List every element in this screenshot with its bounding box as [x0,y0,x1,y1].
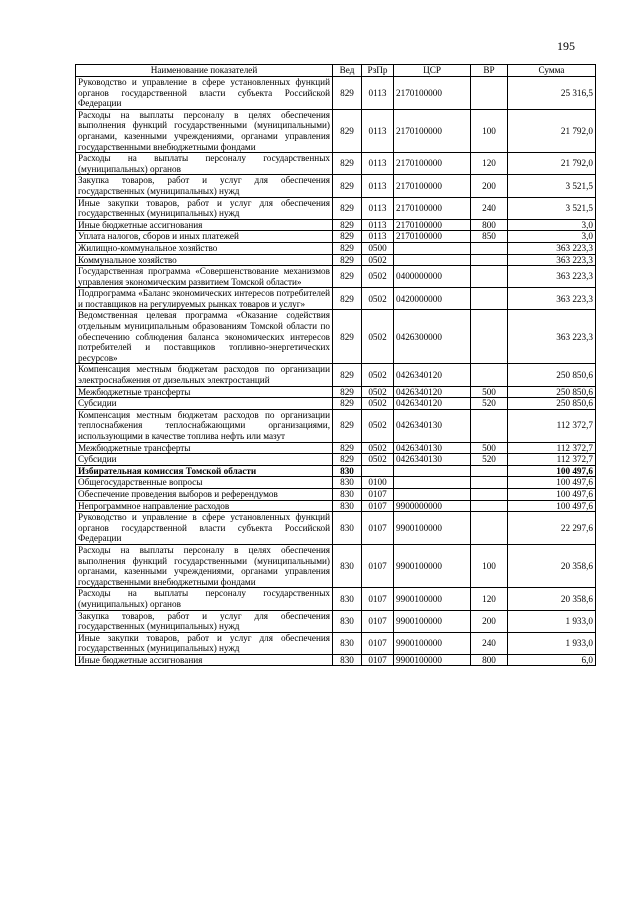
cell-rzpr: 0100 [362,477,394,489]
cell-csr: 2170100000 [394,109,471,152]
cell-csr [394,488,471,500]
header-rzpr: РзПр [362,65,394,77]
cell-ved: 830 [333,654,362,666]
cell-rzpr: 0113 [362,175,394,197]
cell-ved: 829 [333,254,362,266]
cell-sum: 363 223,3 [508,254,596,266]
cell-sum: 1 933,0 [508,610,596,632]
table-row [76,544,596,587]
table-row [76,500,596,512]
cell-rzpr [362,465,394,477]
cell-rzpr: 0107 [362,632,394,654]
cell-ved: 829 [333,77,362,110]
table-row [76,654,596,666]
cell-vr: 800 [471,219,508,231]
table-row [76,288,596,310]
cell-vr [471,364,508,386]
cell-csr: 2170100000 [394,153,471,175]
table-row [76,364,596,386]
table-row [76,477,596,489]
cell-rzpr: 0107 [362,544,394,587]
table-row [76,386,596,398]
table-row [76,266,596,288]
cell-ved: 830 [333,512,362,545]
cell-sum: 363 223,3 [508,266,596,288]
cell-name: Руководство и управление в сфере установленных функций органов государственной власти субъекта Российской Федерации [76,512,333,545]
cell-sum: 3 521,5 [508,175,596,197]
cell-name: Ведомственная целевая программа «Оказание содействия отдельным муниципальным образованиям Томской области по обеспечению соблюдения баланса экономических интересов потребителей и поставщиков топливно-энергетических ресурсов» [76,310,333,364]
cell-name: Руководство и управление в сфере установленных функций органов государственной власти субъекта Российской Федерации [76,77,333,110]
cell-vr: 520 [471,398,508,410]
cell-rzpr: 0502 [362,266,394,288]
cell-rzpr: 0113 [362,153,394,175]
header-vr: ВР [471,65,508,77]
table-row [76,310,596,364]
cell-vr [471,488,508,500]
cell-ved: 829 [333,442,362,454]
cell-sum: 3,0 [508,219,596,231]
table-row [76,588,596,610]
header-name: Наименование показателей [76,65,333,77]
cell-csr [394,242,471,254]
cell-name: Закупка товаров, работ и услуг для обеспечения государственных (муниципальных) нужд [76,610,333,632]
cell-sum: 100 497,6 [508,488,596,500]
cell-csr: 9900000000 [394,500,471,512]
header-sum: Сумма [508,65,596,77]
cell-ved: 829 [333,398,362,410]
table-row [76,153,596,175]
table-row [76,610,596,632]
cell-csr [394,477,471,489]
cell-name: Государственная программа «Совершенствование механизмов управления экономическим развитием Томской области» [76,266,333,288]
cell-sum: 100 497,6 [508,500,596,512]
table-row [76,254,596,266]
cell-ved: 829 [333,386,362,398]
cell-sum: 363 223,3 [508,242,596,254]
cell-name: Расходы на выплаты персоналу государственных (муниципальных) органов [76,588,333,610]
cell-csr: 9900100000 [394,512,471,545]
cell-sum: 112 372,7 [508,454,596,466]
cell-sum: 363 223,3 [508,310,596,364]
cell-vr [471,242,508,254]
cell-ved: 829 [333,219,362,231]
table-header-row [76,65,596,77]
cell-rzpr: 0107 [362,500,394,512]
cell-sum: 100 497,6 [508,477,596,489]
cell-sum: 112 372,7 [508,409,596,442]
cell-name: Субсидии [76,398,333,410]
table-row [76,77,596,110]
table-row [76,512,596,545]
cell-csr: 2170100000 [394,175,471,197]
cell-rzpr: 0113 [362,109,394,152]
cell-csr: 0420000000 [394,288,471,310]
cell-ved: 829 [333,153,362,175]
cell-rzpr: 0113 [362,219,394,231]
cell-sum: 3 521,5 [508,197,596,219]
cell-vr: 120 [471,588,508,610]
cell-name: Расходы на выплаты персоналу в целях обеспечения выполнения функций государственными (муниципальными) органами, казенными учреждениями, органами управления государственными внебюджетными фондами [76,109,333,152]
cell-name: Иные закупки товаров, работ и услуг для обеспечения государственных (муниципальных) нужд [76,197,333,219]
cell-rzpr: 0502 [362,364,394,386]
cell-ved: 829 [333,231,362,243]
cell-ved: 829 [333,310,362,364]
cell-csr: 2170100000 [394,219,471,231]
cell-vr [471,77,508,110]
cell-csr: 2170100000 [394,231,471,243]
cell-vr: 240 [471,197,508,219]
table-row [76,465,596,477]
cell-vr [471,465,508,477]
table-row [76,488,596,500]
cell-rzpr: 0502 [362,398,394,410]
cell-name: Межбюджетные трансферты [76,442,333,454]
cell-vr: 240 [471,632,508,654]
cell-rzpr: 0502 [362,454,394,466]
cell-csr: 0426300000 [394,310,471,364]
cell-vr: 520 [471,454,508,466]
cell-csr: 0426340130 [394,409,471,442]
cell-name: Уплата налогов, сборов и иных платежей [76,231,333,243]
table-row [76,231,596,243]
cell-csr: 9900100000 [394,654,471,666]
cell-rzpr: 0502 [362,442,394,454]
cell-csr [394,254,471,266]
cell-ved: 829 [333,109,362,152]
cell-csr: 0400000000 [394,266,471,288]
cell-rzpr: 0500 [362,242,394,254]
cell-sum: 25 316,5 [508,77,596,110]
cell-name: Компенсация местным бюджетам расходов по организации электроснабжения от дизельных электростанций [76,364,333,386]
cell-vr [471,477,508,489]
cell-rzpr: 0107 [362,488,394,500]
cell-vr: 500 [471,442,508,454]
cell-rzpr: 0113 [362,197,394,219]
cell-ved: 829 [333,409,362,442]
cell-vr [471,266,508,288]
cell-sum: 250 850,6 [508,364,596,386]
cell-rzpr: 0502 [362,386,394,398]
table-row [76,109,596,152]
cell-name: Закупка товаров, работ и услуг для обеспечения государственных (муниципальных) нужд [76,175,333,197]
cell-name: Субсидии [76,454,333,466]
cell-sum: 20 358,6 [508,588,596,610]
cell-vr [471,409,508,442]
cell-rzpr: 0113 [362,231,394,243]
cell-sum: 6,0 [508,654,596,666]
cell-sum: 250 850,6 [508,398,596,410]
cell-rzpr: 0502 [362,310,394,364]
table-row [76,409,596,442]
cell-rzpr: 0113 [362,77,394,110]
cell-vr: 200 [471,610,508,632]
cell-ved: 829 [333,175,362,197]
cell-ved: 829 [333,364,362,386]
cell-ved: 830 [333,588,362,610]
cell-sum: 22 297,6 [508,512,596,545]
header-csr: ЦСР [394,65,471,77]
table-row [76,197,596,219]
cell-sum: 20 358,6 [508,544,596,587]
cell-ved: 830 [333,477,362,489]
cell-name: Межбюджетные трансферты [76,386,333,398]
cell-rzpr: 0107 [362,512,394,545]
cell-vr [471,310,508,364]
cell-vr [471,254,508,266]
cell-csr: 2170100000 [394,197,471,219]
cell-ved: 829 [333,288,362,310]
cell-ved: 829 [333,454,362,466]
cell-rzpr: 0502 [362,254,394,266]
cell-sum: 21 792,0 [508,109,596,152]
cell-csr: 0426340120 [394,364,471,386]
cell-sum: 3,0 [508,231,596,243]
cell-rzpr: 0107 [362,588,394,610]
cell-name: Коммунальное хозяйство [76,254,333,266]
cell-ved: 830 [333,610,362,632]
table-row [76,242,596,254]
cell-sum: 250 850,6 [508,386,596,398]
cell-vr: 100 [471,109,508,152]
header-ved: Вед [333,65,362,77]
page-number: 195 [557,39,575,53]
cell-vr [471,500,508,512]
cell-csr: 0426340130 [394,454,471,466]
cell-ved: 829 [333,266,362,288]
cell-sum: 21 792,0 [508,153,596,175]
cell-vr: 850 [471,231,508,243]
budget-table [75,64,596,666]
cell-vr: 800 [471,654,508,666]
cell-sum: 1 933,0 [508,632,596,654]
cell-name: Жилищно-коммунальное хозяйство [76,242,333,254]
cell-vr [471,288,508,310]
table-row [76,454,596,466]
cell-rzpr: 0502 [362,288,394,310]
cell-name: Иные бюджетные ассигнования [76,219,333,231]
table-body [76,77,596,666]
cell-csr: 9900100000 [394,588,471,610]
cell-vr: 100 [471,544,508,587]
cell-vr [471,512,508,545]
cell-sum: 112 372,7 [508,442,596,454]
cell-csr: 9900100000 [394,632,471,654]
table-row [76,398,596,410]
cell-csr: 0426340120 [394,398,471,410]
table-row [76,632,596,654]
cell-name: Обеспечение проведения выборов и референдумов [76,488,333,500]
cell-name: Непрограммное направление расходов [76,500,333,512]
cell-csr: 0426340120 [394,386,471,398]
cell-ved: 830 [333,500,362,512]
table-row [76,442,596,454]
cell-vr: 200 [471,175,508,197]
cell-csr [394,465,471,477]
cell-vr: 500 [471,386,508,398]
cell-sum: 363 223,3 [508,288,596,310]
cell-name: Иные бюджетные ассигнования [76,654,333,666]
cell-ved: 830 [333,632,362,654]
cell-name: Иные закупки товаров, работ и услуг для обеспечения государственных (муниципальных) нужд [76,632,333,654]
cell-sum: 100 497,6 [508,465,596,477]
table-row [76,175,596,197]
cell-name: Избирательная комиссия Томской области [76,465,333,477]
cell-ved: 829 [333,197,362,219]
table-row [76,219,596,231]
cell-name: Компенсация местным бюджетам расходов по организации теплоснабжения теплоснабжающими организациями, использующими в качестве топлива нефть или мазут [76,409,333,442]
cell-csr: 9900100000 [394,610,471,632]
cell-ved: 829 [333,242,362,254]
cell-ved: 830 [333,488,362,500]
cell-name: Расходы на выплаты персоналу в целях обеспечения выполнения функций государственными (муниципальными) органами, казенными учреждениями, органами управления государственными внебюджетными фондами [76,544,333,587]
cell-rzpr: 0107 [362,654,394,666]
cell-vr: 120 [471,153,508,175]
cell-name: Подпрограмма «Баланс экономических интересов потребителей и поставщиков на регулируемых рынках товаров и услуг» [76,288,333,310]
cell-ved: 830 [333,465,362,477]
cell-ved: 830 [333,544,362,587]
cell-csr: 0426340130 [394,442,471,454]
cell-rzpr: 0107 [362,610,394,632]
cell-name: Общегосударственные вопросы [76,477,333,489]
cell-csr: 2170100000 [394,77,471,110]
cell-csr: 9900100000 [394,544,471,587]
cell-name: Расходы на выплаты персоналу государственных (муниципальных) органов [76,153,333,175]
cell-rzpr: 0502 [362,409,394,442]
